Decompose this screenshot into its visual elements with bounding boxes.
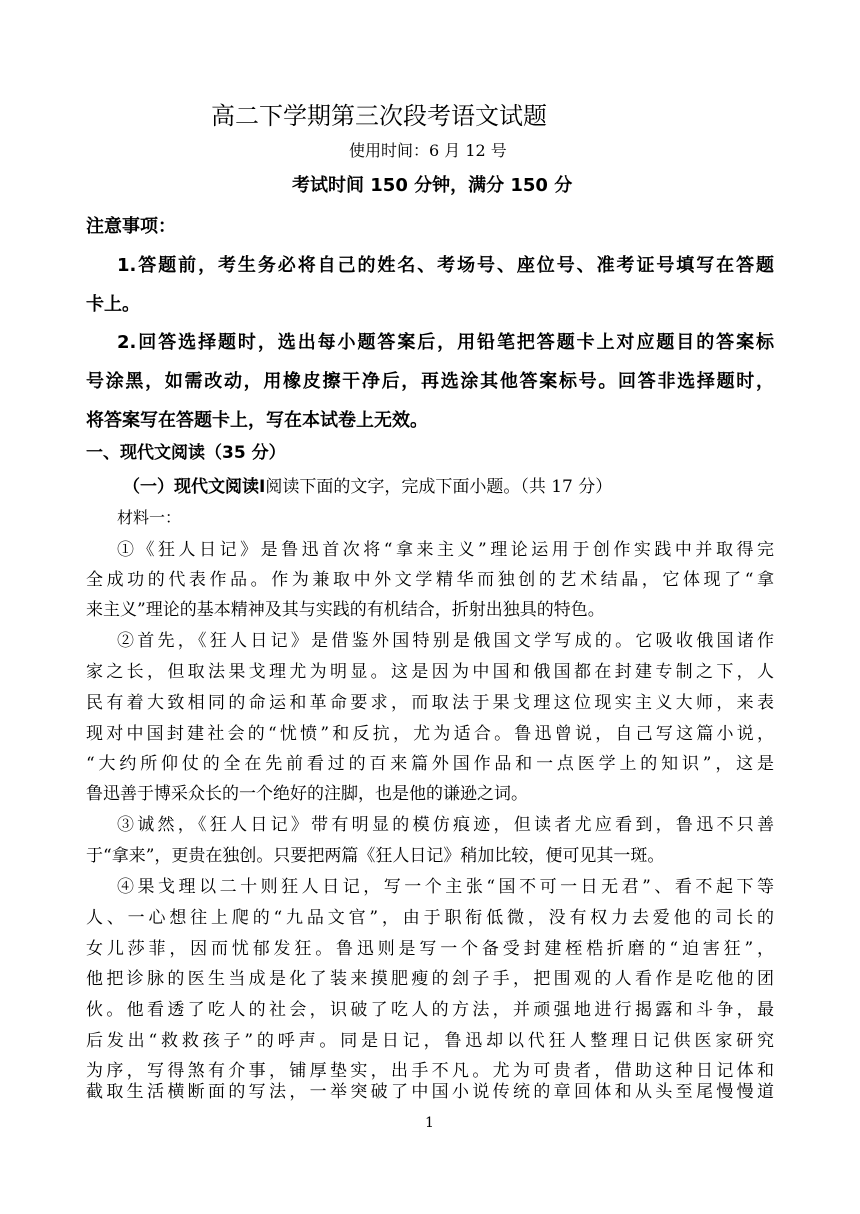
passage-line: ②首先，《狂人日记》是借鉴外国特别是俄国文学写成的。它吸收俄国诸作 [117, 631, 774, 651]
subsection-title: （一）现代文阅读Ⅰ [123, 477, 266, 497]
exam-title: 高二下学期第三次段考语文试题 [211, 102, 547, 130]
passage-line: 于“拿来”，更贵在独创。只要把两篇《狂人日记》稍加比较，便可见其一斑。 [86, 846, 665, 866]
exam-duration-score: 考试时间 150 分钟，满分 150 分 [292, 175, 573, 196]
passage-line: 后发出“救救孩子”的呼声。同是日记，鲁迅却以代狂人整理日记供医家研究 [86, 1031, 774, 1051]
page-number: 1 [425, 1115, 434, 1131]
material-label: 材料一： [117, 508, 182, 527]
passage-line: 女儿莎菲，因而忧郁发狂。鲁迅则是写一个备受封建桎梏折磨的“迫害狂”， [86, 939, 774, 959]
passage-line: 鲁迅善于博采众长的一个绝好的注脚，也是他的谦逊之词。 [86, 784, 528, 804]
use-time: 使用时间：6 月 12 号 [349, 141, 507, 160]
passage-line: 家之长，但取法果戈理尤为明显。这是因为中国和俄国都在封建专制之下，人 [86, 662, 774, 682]
passage-line: “大约所仰仗的全在先前看过的百来篇外国作品和一点医学上的知识”，这是 [86, 754, 774, 774]
notice-heading: 注意事项： [86, 216, 176, 237]
passage-line: 他把诊脉的医生当成是化了装来摸肥瘦的刽子手，把围观的人看作是吃他的团 [86, 969, 774, 989]
passage-line: 现对中国封建社会的“忧愤”和反抗，尤为适合。鲁迅曾说，自己写这篇小说， [86, 724, 774, 744]
notice-line: 号涂黑，如需改动，用橡皮擦干净后，再选涂其他答案标号。回答非选择题时， [86, 371, 774, 392]
passage-line: 民有着大致相同的命运和革命要求，而取法于果戈理这位现实主义大师，来表 [86, 693, 774, 713]
subsection-instruction: 阅读下面的文字，完成下面小题。（共 17 分） [265, 477, 613, 497]
passage-line: 全成功的代表作品。作为兼取中外文学精华而独创的艺术结晶，它体现了“拿 [86, 570, 774, 590]
passage-line: 伙。他看透了吃人的社会，识破了吃人的方法，并顽强地进行揭露和斗争，最 [86, 1000, 774, 1020]
subsection-heading [123, 472, 612, 497]
passage-line: ①《狂人日记》是鲁迅首次将“拿来主义”理论运用于创作实践中并取得完 [117, 540, 774, 560]
passage-line: ④果戈理以二十则狂人日记，写一个主张“国不可一日无君”、看不起下等 [117, 877, 774, 897]
section-heading: 一、现代文阅读（35 分） [86, 443, 286, 463]
passage-line: 人、一心想往上爬的“九品文官”，由于职衔低微，没有权力去爱他的司长的 [86, 908, 774, 928]
notice-line: 2.回答选择题时，选出每小题答案后，用铅笔把答题卡上对应题目的答案标 [117, 332, 774, 353]
passage-line: 来主义”理论的基本精神及其与实践的有机结合，折射出独具的特色。 [86, 600, 605, 620]
notice-line: 将答案写在答题卡上，写在本试卷上无效。 [86, 410, 428, 431]
passage-line: ③诚然，《狂人日记》带有明显的模仿痕迹，但读者尤应看到，鲁迅不只善 [117, 815, 774, 835]
notice-line: 1.答题前，考生务必将自己的姓名、考场号、座位号、准考证号填写在答题 [117, 255, 774, 276]
passage-line: 为序，写得煞有介事，铺厚垫实，出手不凡。尤为可贵者，借助这种日记体和 [86, 1061, 774, 1081]
passage-line: 截取生活横断面的写法，一举突破了中国小说传统的章回体和从头至尾慢慢道 [86, 1082, 774, 1102]
notice-line: 卡上。 [86, 294, 140, 315]
